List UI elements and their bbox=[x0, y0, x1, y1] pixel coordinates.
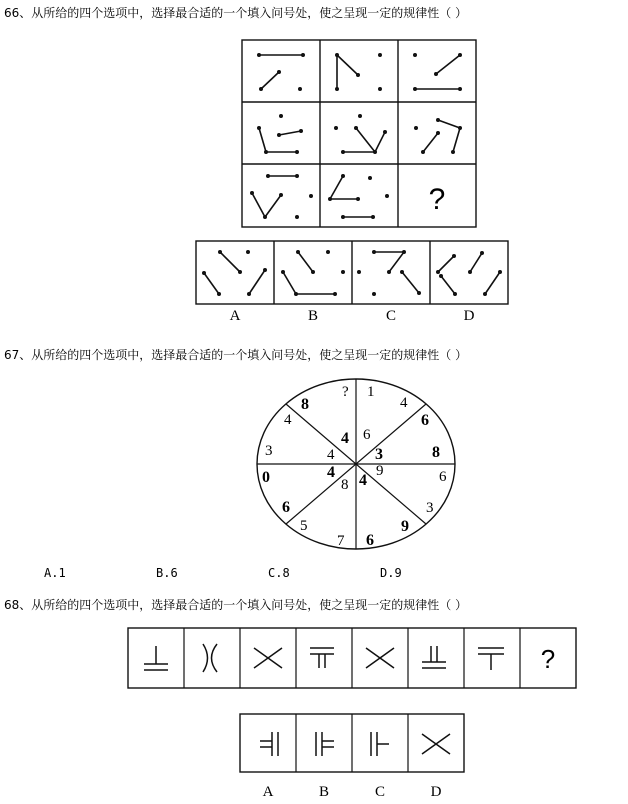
q68-cell-6-symbol bbox=[422, 646, 446, 668]
q66-option-d-figure bbox=[436, 251, 502, 296]
q68-cell-5-symbol bbox=[366, 648, 394, 668]
q67-outer-number: 8 bbox=[432, 444, 440, 461]
q68-option-d-figure bbox=[422, 734, 450, 754]
q67-wheel bbox=[257, 379, 455, 549]
q68-option-c-figure bbox=[371, 732, 389, 756]
q67-outer-number: 6 bbox=[282, 499, 290, 516]
q68-option-c-label[interactable]: C bbox=[374, 784, 386, 800]
q68-option-a-figure bbox=[260, 732, 278, 756]
q68-cell-3-symbol bbox=[254, 648, 282, 668]
q66-cell-2-1 bbox=[257, 114, 303, 154]
q68-sequence bbox=[128, 628, 576, 688]
question-68-text: 68、从所给的四个选项中，选择最合适的一个填入问号处，使之呈现一定的规律性（ ） bbox=[4, 598, 468, 612]
q67-inner-number: 3 bbox=[375, 446, 383, 463]
q67-outer-number: 6 bbox=[421, 412, 429, 429]
q68-options bbox=[240, 714, 464, 800]
q67-inner-number: 6 bbox=[363, 427, 371, 443]
q67-outer-missing: ? bbox=[342, 384, 349, 400]
q67-option-d[interactable]: D.9 bbox=[380, 566, 402, 580]
q66-option-c-label[interactable]: C bbox=[385, 308, 397, 324]
q66-options bbox=[196, 241, 508, 324]
q66-option-a-figure bbox=[202, 250, 267, 296]
q68-option-d-label[interactable]: D bbox=[430, 784, 442, 800]
q67-outer-number: 6 bbox=[366, 532, 374, 549]
q67-outer-number: 9 bbox=[401, 518, 409, 535]
q68-option-a-label[interactable]: A bbox=[262, 784, 274, 800]
q67-option-b[interactable]: B.6 bbox=[156, 566, 178, 580]
q66-option-b-figure bbox=[281, 250, 345, 296]
q67-inner-number: 4 bbox=[359, 472, 367, 489]
q66-option-c-figure bbox=[357, 250, 421, 296]
q67-outer-number: 7 bbox=[337, 533, 345, 549]
q66-missing-cell: ? bbox=[428, 183, 446, 216]
q67-inner-number: 9 bbox=[376, 463, 384, 479]
q67-option-c[interactable]: C.8 bbox=[268, 566, 290, 580]
q66-cell-2-3 bbox=[414, 118, 462, 154]
q67-outer-number: 6 bbox=[439, 469, 447, 485]
q67-outer-number: 4 bbox=[284, 412, 292, 428]
q68-option-b-label[interactable]: B bbox=[318, 784, 330, 800]
q67-outer-number: 4 bbox=[400, 395, 408, 411]
q67-outer-number: 1 bbox=[367, 384, 375, 400]
q67-inner-number: 4 bbox=[327, 464, 335, 481]
q67-inner-number: 4 bbox=[327, 447, 335, 463]
q68-cell-1-symbol bbox=[144, 646, 168, 670]
q66-grid bbox=[242, 40, 476, 227]
q68-missing-cell: ? bbox=[540, 644, 556, 674]
question-67-text: 67、从所给的四个选项中，选择最合适的一个填入问号处，使之呈现一定的规律性（ ） bbox=[4, 348, 468, 362]
q67-outer-number: 3 bbox=[426, 500, 434, 516]
q67-inner-number: 8 bbox=[341, 477, 349, 493]
q66-cell-3-1 bbox=[250, 174, 313, 219]
q67-outer-number: 8 bbox=[301, 396, 309, 413]
q66-cell-3-2 bbox=[328, 174, 389, 219]
q66-cell-1-1 bbox=[257, 53, 305, 91]
q66-cell-2-2 bbox=[334, 114, 387, 154]
q68-cell-7-symbol bbox=[478, 648, 504, 670]
question-66-text: 66、从所给的四个选项中，选择最合适的一个填入问号处，使之呈现一定的规律性（ ） bbox=[4, 6, 468, 20]
q67-outer-number: 3 bbox=[265, 443, 273, 459]
q67-outer-number: 0 bbox=[262, 469, 270, 486]
q68-cell-4-symbol bbox=[310, 648, 334, 668]
q66-cell-1-3 bbox=[413, 53, 462, 91]
q67-option-a[interactable]: A.1 bbox=[44, 566, 66, 580]
q66-cell-1-2 bbox=[335, 53, 382, 91]
q68-cell-2-symbol bbox=[203, 644, 217, 672]
q68-option-b-figure bbox=[316, 732, 334, 756]
q67-outer-number: 5 bbox=[300, 518, 308, 534]
q66-option-a-label[interactable]: A bbox=[229, 308, 241, 324]
q66-option-d-label[interactable]: D bbox=[463, 308, 475, 324]
q66-option-b-label[interactable]: B bbox=[307, 308, 319, 324]
q67-inner-number: 4 bbox=[341, 430, 349, 447]
